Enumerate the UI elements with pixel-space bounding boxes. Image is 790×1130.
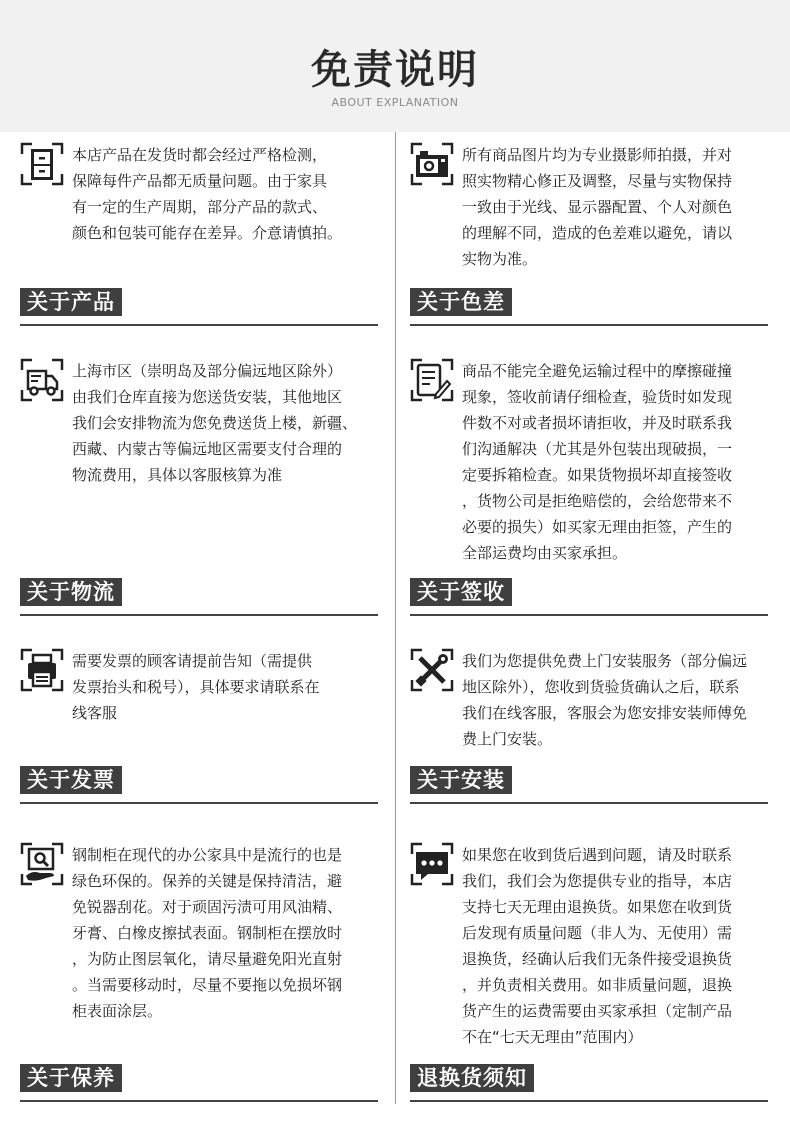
maintenance-text: 钢制柜在现代的办公家具中是流行的也是 绿色环保的。保养的关键是保持清洁，避 免锐器刮花。对于顽固污渍可用风油精、 牙膏、白橡皮擦拭表面。钢制柜在摆放时 ，为防止图层氧化，请尽量避免阳光直射 。当需要移动时，尽量不要拖以免损坏钢 柜表面涂层。 bbox=[72, 846, 343, 1020]
section-rule bbox=[20, 802, 378, 804]
chat-bubble-icon bbox=[410, 842, 454, 886]
section-rule bbox=[410, 324, 768, 326]
column-divider bbox=[395, 132, 396, 1104]
tools-icon bbox=[410, 648, 454, 692]
maintenance-icon bbox=[20, 842, 64, 886]
page-title: 免责说明 bbox=[311, 47, 479, 93]
section-title-invoice: 关于发票 bbox=[20, 766, 122, 794]
section-rule bbox=[20, 324, 378, 326]
page-subtitle: ABOUT EXPLANATION bbox=[331, 96, 459, 109]
section-rule bbox=[20, 1100, 378, 1102]
section-title-logistics: 关于物流 bbox=[20, 578, 122, 606]
delivery-truck-icon bbox=[20, 358, 64, 402]
section-title-install: 关于安装 bbox=[410, 766, 512, 794]
invoice-text: 需要发票的顾客请提前告知（需提供 发票抬头和税号），具体要求请联系在 线客服 bbox=[72, 652, 320, 722]
section-title-product: 关于产品 bbox=[20, 288, 122, 316]
product-text: 本店产品在发货时都会经过严格检测， 保障每件产品都无质量问题。由于家具 有一定的生产周期，部分产品的款式、 颜色和包装可能存在差异。介意请慎拍。 bbox=[72, 146, 343, 242]
sign-text: 商品不能完全避免运输过程中的摩擦碰撞 现象，签收前请仔细检查，验货时如发现 件数不对或者损坏请拒收，并及时联系我 们沟通解决（尤其是外包装出现破损，一 定要拆箱检查。如果货物损坏却直接签收 ，货物公司是拒绝赔偿的，会给您带来不 必要的损失）如买家无理由拒签，产生的 全部运费均由买家承担。 bbox=[462, 362, 733, 562]
return-text: 如果您在收到货后遇到问题，请及时联系 我们，我们会为您提供专业的指导，本店 支持七天无理由退换货。如果您在收到货 后发现有质量问题（非人为、无使用）需 退换货，经确认后我们无条件接受退换货 ，并负责相关费用。如非质量问题，退换 货产生的运费需要由买家承担（定制产品 不在“七天无理由”范围内） bbox=[462, 846, 733, 1046]
section-title-maintenance: 关于保养 bbox=[20, 1064, 122, 1092]
section-title-sign: 关于签收 bbox=[410, 578, 512, 606]
section-rule bbox=[410, 614, 768, 616]
section-rule bbox=[20, 614, 378, 616]
section-title-color: 关于色差 bbox=[410, 288, 512, 316]
section-title-return: 退换货须知 bbox=[410, 1064, 534, 1092]
logistics-text: 上海市区（崇明岛及部分偏远地区除外） 由我们仓库直接为您送货安装，其他地区 我们会安排物流为您免费送货上楼，新疆、 西藏、内蒙古等偏远地区需要支付合理的 物流费用，具体以客服核算为准 bbox=[72, 362, 358, 484]
printer-icon bbox=[20, 648, 64, 692]
install-text: 我们为您提供免费上门安装服务（部分偏远 地区除外），您收到货验货确认之后，联系 我们在线客服，客服会为您安排安装师傅免 费上门安装。 bbox=[462, 652, 748, 748]
section-rule bbox=[410, 802, 768, 804]
cabinet-icon bbox=[20, 142, 64, 186]
color-text: 所有商品图片均为专业摄影师拍摄，并对 照实物精心修正及调整，尽量与实物保持 一致由于光线、显示器配置、个人对颜色 的理解不同，造成的色差难以避免，请以 实物为准。 bbox=[462, 146, 733, 268]
document-sign-icon bbox=[410, 358, 454, 402]
page-header bbox=[0, 0, 790, 132]
camera-icon bbox=[410, 142, 454, 186]
section-rule bbox=[410, 1100, 768, 1102]
